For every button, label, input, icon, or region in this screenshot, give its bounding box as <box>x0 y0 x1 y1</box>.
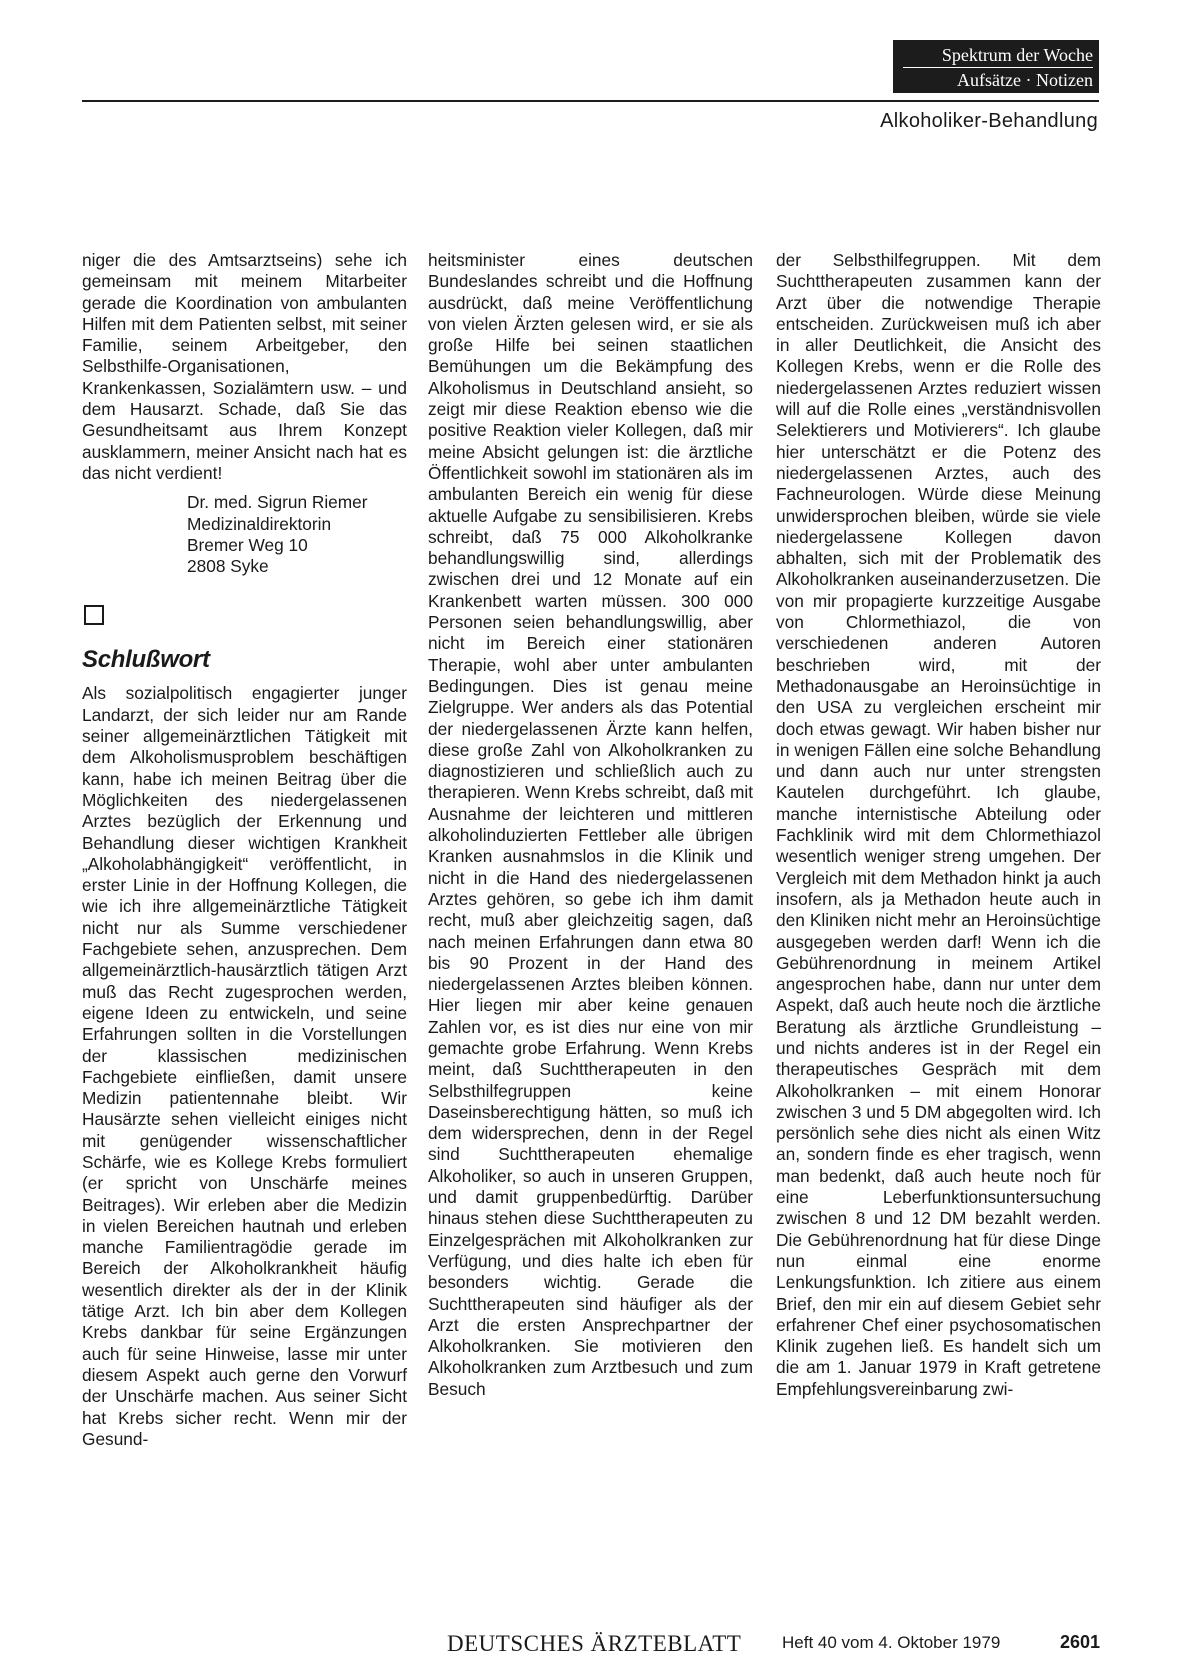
section-label-line1: Spektrum der Woche <box>903 43 1093 68</box>
header-rule <box>82 100 1099 102</box>
reply-text-middle: heitsminister eines deutschen Bundeslandes schreibt und die Hoffnung ausdrückt, daß meine Veröffentlichung von vielen Ärzten gelesen wird, er sie als große Hilfe bei seinen staatlichen Bemühungen um die Bekämpfung des Alkoholismus in Deutschland ansieht, so zeigt mir diese Reaktion ebenso wie die positive Reaktion vieler Kollegen, daß mir meine Absicht gelungen ist: die ärztliche Öffentlichkeit sowohl im stationären als im ambulanten Bereich ein wenig für diese aktuelle Aufgabe zu sensibilisieren. Krebs schreibt, daß 75 000 Alkoholkranke behandlungswillig sind, allerdings zwischen drei und 12 Monate auf ein Krankenbett warten müssen. 300 000 Personen seien behandlungswillig, aber nicht im Bereich einer stationären Therapie, wohl aber unter ambulanten Bedingungen. Dies ist genau meine Zielgruppe. Wer anders als das Potential der niedergelassenen Ärzte kann helfen, diese große Zahl von Alkoholkranken zu diagnostizieren und schließlich auch zu therapieren. Wenn Krebs schreibt, daß mit Ausnahme der leichteren und mittleren alkoholinduzierten Fettleber alle übrigen Kranken ausnahmslos in die Klinik und nicht in die Hand des niedergelassenen Arztes gehören, so gebe ich ihm damit recht, muß aber gleichzeitig sagen, daß nach meinen Erfahrungen dann etwa 80 bis 90 Prozent in der Hand des niedergelassenen Arztes bleiben können. Hier liegen mir aber keine genauen Zahlen vor, es ist dies nur eine von mir gemachte grobe Erfahrung. Wenn Krebs meint, daß Suchttherapeuten in den Selbsthilfegruppen keine Daseinsberechtigung hätten, so muß ich dem widersprechen, denn in der Regel sind Suchttherapeuten ehemalige Alkoholiker, so auch in unseren Gruppen, und damit gruppenbedürftig. Darüber hinaus stehen diese Suchttherapeuten zu Einzelgesprächen mit Alkoholkranken zur Verfügung, und dies halte ich eben für besonders wichtig. Gerade die Suchttherapeuten sind häufiger als der Arzt die ersten Ansprechpartner der Alkoholkranken. Sie motivieren den Alkoholkranken zum Arztbesuch und zum Besuch <box>428 250 753 1399</box>
letter-text: niger die des Amtsarztseins) sehe ich gemeinsam mit meinem Mitarbeiter gerade die Koordination von ambulanten Hilfen mit dem Patienten selbst, mit seiner Familie, seinem Arbeitgeber, den Selbsthilfe-Organisationen, Krankenkassen, Sozialämtern usw. – und dem Hausarzt. Schade, daß Sie das Gesundheitsamt aus Ihrem Konzept ausklammern, meiner Ansicht nach hat es das nicht verdient! <box>82 250 407 483</box>
page-footer <box>0 1631 1178 1661</box>
signature-street: Bremer Weg 10 <box>187 534 308 555</box>
journal-name: DEUTSCHES ÄRZTEBLATT <box>447 1631 742 1656</box>
section-label-line2: Aufsätze · Notizen <box>957 70 1093 90</box>
reply-text-end: der Selbsthilfegruppen. Mit dem Suchttherapeuten zusammen kann der Arzt über die notwendige Therapie entscheiden. Zurückweisen muß ich aber in aller Deutlichkeit, die Ansicht des Kollegen Krebs, wenn er die Rolle des niedergelassenen Arztes reduziert wissen will auf die Rolle eines „verständnisvollen Selektierers und Motivierers“. Ich glaube hier unterschätzt er die Potenz des niedergelassenen Arztes, auch des Fachneurologen. Würde diese Meinung unwidersprochen bleiben, würde sie viele niedergelassene Kollegen davon abhalten, sich mit der Problematik des Alkoholkranken auseinanderzusetzen. Die von mir propagierte kurzzeitige Ausgabe von Chlormethiazol, die von verschiedenen anderen Autoren beschrieben wird, mit der Methadonausgabe an Heroinsüchtige in den USA zu vergleichen erscheint mir doch etwas gewagt. Wir haben bisher nur in wenigen Fällen eine solche Behandlung und dann auch nur unter strengsten Kautelen durchgeführt. Ich glaube, manche internistische Abteilung oder Fachklinik wird mit dem Chlormethiazol wesentlich weniger streng umgehen. Der Vergleich mit dem Methadon hinkt ja auch insofern, als ja Methadon heute auch in den Kliniken nicht mehr an Heroinsüchtige ausgegeben werden darf! Wenn ich die Gebührenordnung in meinem Artikel angesprochen habe, dann nur unter dem Aspekt, daß auch heute noch die ärztliche Beratung als ärztliche Grundleistung – und nichts anderes ist in der Regel ein therapeutisches Gespräch mit dem Alkoholkranken – mit einem Honorar zwischen 3 und 5 DM abgegolten wird. Ich persönlich sehe dies nicht als einen Witz an, sondern finde es eher tragisch, wenn man bedenkt, daß auch heute noch für eine Leberfunktionsuntersuchung zwischen 8 und 12 DM bezahlt werden. Die Gebührenordnung hat für diese Dinge nun einmal eine enorme Lenkungsfunktion. Ich zitiere aus einem Brief, den mir ein auf diesem Gebiet sehr erfahrener Chef einer psychosomatischen Klinik zugehen ließ. Es handelt sich um die am 1. Januar 1979 in Kraft getretene Empfehlungsvereinbarung zwi- <box>776 250 1101 1399</box>
column-2 <box>428 250 753 1400</box>
signature-name: Dr. med. Sigrun Riemer <box>187 492 368 513</box>
reply-text-start: Als sozialpolitisch engagierter junger Landarzt, der sich leider nur am Rande seiner allgemeinärztlichen Tätigkeit mit dem Alkoholismusproblem beschäftigen kann, habe ich meinen Beitrag über die Möglichkeiten des niedergelassenen Arztes bezüglich der Erkennung und Behandlung dieser wichtigen Krankheit „Alkoholabhängigkeit“ veröffentlicht, in erster Linie in der Hoffnung Kollegen, die wie ich ihre allgemeinärztliche Tätigkeit nicht nur als Summe verschiedener Fachgebiete sehen, anzusprechen. Dem allgemeinärztlich-hausärztlich tätigen Arzt muß das Recht zugesprochen werden, eigene Ideen zu entwickeln, und seine Erfahrungen sollten in die Vorstellungen der klassischen medizinischen Fachgebiete einfließen, damit unsere Medizin patientennahe bleibt. Wir Hausärzte sehen vielleicht einiges nicht mit genügender wissenschaftlicher Schärfe, wie es Kollege Krebs formuliert (er spricht von Unschärfe meines Beitrages). Wir erleben aber die Medizin in vielen Bereichen hautnah und erleben manche Familientragödie gerade im Bereich der Alkoholkrankheit häufig wesentlich direkter als der in der Klinik tätige Arzt. Ich bin aber dem Kollegen Krebs dankbar für seine Ergänzungen auch für seine Hinweise, lasse mir unter diesem Aspekt auch gerne den Vorwurf der Unschärfe machen. Aus seiner Sicht hat Krebs sicher recht. Wenn mir der Gesund- <box>82 683 407 1449</box>
page-number: 2601 <box>1060 1632 1101 1652</box>
end-square-icon <box>84 605 104 625</box>
column-1 <box>82 250 407 1450</box>
topic-title: Alkoholiker-Behandlung <box>880 110 1098 132</box>
column-3 <box>776 250 1101 1400</box>
section-label-box <box>893 40 1099 93</box>
signature-title: Medizinaldirektorin <box>187 513 332 534</box>
signature-block <box>187 492 407 577</box>
issue-info: Heft 40 vom 4. Oktober 1979 <box>782 1633 1001 1652</box>
section-heading: Schlußwort <box>82 646 210 674</box>
signature-city: 2808 Syke <box>187 556 269 577</box>
